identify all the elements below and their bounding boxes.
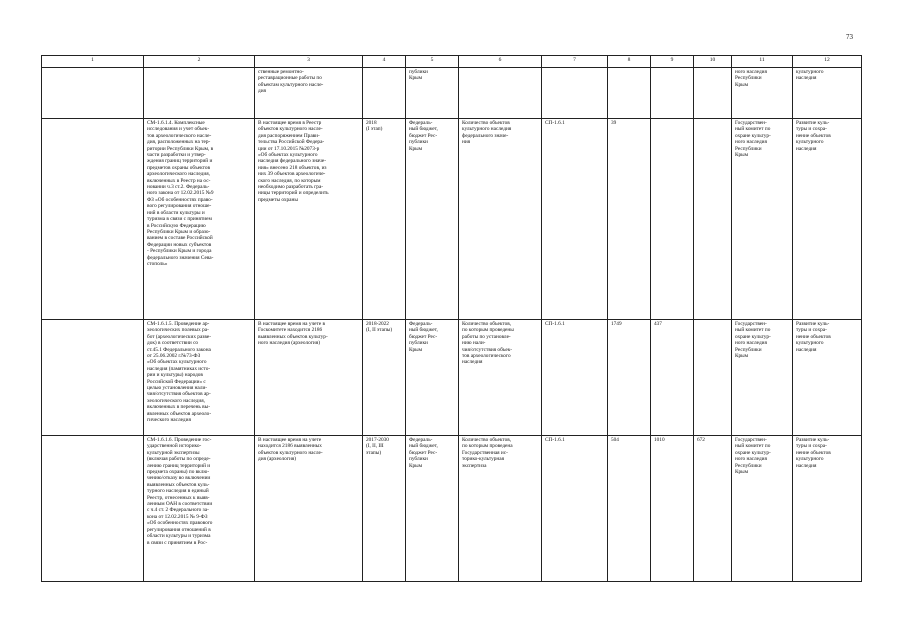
cell-code — [542, 68, 608, 119]
cell-result: Развитие куль- туры и сохра- нение объектов культурного наследия — [793, 320, 862, 436]
header-cell: 6 — [459, 56, 542, 68]
header-cell: 5 — [406, 56, 459, 68]
table-row — [42, 436, 862, 582]
cell-executor: Государствен- ный комитет по охране культур- ного наследия Республики Крым — [732, 119, 793, 320]
cell-value-9: 437 — [651, 320, 694, 436]
table-row — [42, 68, 862, 119]
cell-value-10: 672 — [694, 436, 732, 582]
cell-col1 — [42, 68, 144, 119]
cell-value-10 — [694, 119, 732, 320]
cell-indicator — [459, 68, 542, 119]
table-row — [42, 320, 862, 436]
cell-indicator: Количество объектов, по которым проведена Государственная ис- торико-культурная экспертиза — [459, 436, 542, 582]
page-number: 73 — [846, 33, 853, 41]
header-cell: 10 — [694, 56, 732, 68]
cell-executor: ного наследия Республики Крым — [732, 68, 793, 119]
cell-funding: Федераль- ный бюджет, бюджет Рес- публики Крым — [406, 320, 459, 436]
cell-period — [363, 68, 406, 119]
cell-value-9: 1010 — [651, 436, 694, 582]
cell-value-10 — [694, 68, 732, 119]
table-header-row — [42, 56, 862, 68]
cell-col1 — [42, 119, 144, 320]
cell-value-8: 39 — [608, 119, 651, 320]
cell-period: 2017-2030 (I, II, III этапы) — [363, 436, 406, 582]
cell-measure: СМ-1.6.1.5. Проведение ар- хеологических полевых ра- бот (археологических разве- док) в соответствии со ст.45.1 Федерального закона от 25.06.2002 г.№73-ФЗ «Об объектах культурного наследия (памятниках исто- рии и культуры) народов Российской Федерации» с целью установления нали- чия/отсутствия объектов ар- хеологического наследия, включенных в перечень вы- явленных объектов археоло- гического наследия — [144, 320, 255, 436]
header-cell: 3 — [255, 56, 363, 68]
cell-code: СП-1.6.1 — [542, 320, 608, 436]
cell-code: СП-1.6.1 — [542, 436, 608, 582]
cell-col1 — [42, 436, 144, 582]
header-cell: 8 — [608, 56, 651, 68]
cell-indicator: Количество объектов, по которым проведены работы по установле- нию нали- чия/отсутствия объек- тов археологического наследия — [459, 320, 542, 436]
header-cell: 7 — [542, 56, 608, 68]
cell-code: СП-1.6.1 — [542, 119, 608, 320]
cell-funding: публики Крым — [406, 68, 459, 119]
cell-value-8: 504 — [608, 436, 651, 582]
cell-value-8 — [608, 68, 651, 119]
cell-executor: Государствен- ный комитет по охране культур- ного наследия Республики Крым — [732, 320, 793, 436]
table-row — [42, 119, 862, 320]
cell-period: 2018 (I этап) — [363, 119, 406, 320]
header-cell: 1 — [42, 56, 144, 68]
cell-result: Развитие куль- туры и сохра- нение объектов культурного наследия — [793, 436, 862, 582]
cell-indicator: Количество объектов культурного наследия федерального значе- ния — [459, 119, 542, 320]
cell-value-9 — [651, 68, 694, 119]
cell-result: Развитие куль- туры и сохра- нение объектов культурного наследия — [793, 119, 862, 320]
cell-funding: Федераль- ный бюджет, бюджет Рес- публики Крым — [406, 119, 459, 320]
cell-rationale: В настоящее время на учете в Госкомитете находится 2186 выявленных объектов культур- ного наследия (археология) — [255, 320, 363, 436]
cell-value-10 — [694, 320, 732, 436]
cell-value-9 — [651, 119, 694, 320]
header-cell: 4 — [363, 56, 406, 68]
cell-rationale: В настоящее время в Реестр объектов культурного насле- дия распоряжением Прави- тельства Российской Федера- ции от 17.10.2015 №2073-р «Об объектах культурного наследия федерального значе- ния» внесено 218 объектов, из них 39 объектов археологиче- ского наследия, по которым необходимо разработать гра- ницы территорий и определить предметы охраны — [255, 119, 363, 320]
cell-measure: СМ-1.6.1.4. Комплексные исследования и учет объек- тов археологического насле- дия, расположенных на тер- ритории Республики Крым, в части разработки и утвер- ждения границ территорий и предметов охраны объектов археологического наследия, включенных в Реестр на ос- новании ч.3 ст.2. Федераль- ного закона от 12.02.2015 №9 ФЗ «Об особенностях право- вого регулирования отноше- ний в области культуры и туризма в связи с принятием в Российскую Федерацию Республики Крым и образо- ванием в составе Российской Федерации новых субъектов - Республики Крым и города федерального значения Сева- стополь» — [144, 119, 255, 320]
cell-col1 — [42, 320, 144, 436]
cell-funding: Федераль- ный бюджет, бюджет Рес- публики Крым — [406, 436, 459, 582]
header-cell: 2 — [144, 56, 255, 68]
cell-measure: СМ-1.6.1.6. Проведение гос- ударственной историко- культурной экспертизы (включая работы по опреде- лению границ территорий и предмета охраны) по вклю- чению/отказу во включении выявленных объектов куль- турного наследия в единый Реестр, отнесенных к выяв- ленным ОАН в соответствии с ч.4 ст. 2 Федерального за- кона от 12.02.2015 № 9-ФЗ «Об особенностях правового регулирования отношений в области культуры и туризма в связи с принятием в Рос- — [144, 436, 255, 582]
header-cell: 9 — [651, 56, 694, 68]
cell-measure — [144, 68, 255, 119]
cell-result: культурного наследия — [793, 68, 862, 119]
program-measures-table — [41, 55, 862, 582]
cell-value-8: 1749 — [608, 320, 651, 436]
cell-executor: Государствен- ный комитет по охране культур- ного наследия Республики Крым — [732, 436, 793, 582]
header-cell: 12 — [793, 56, 862, 68]
cell-rationale: ственные ремонтно- реставрационные работы по объектам культурного насле- дия — [255, 68, 363, 119]
cell-period: 2018-2022 (I, II этапы) — [363, 320, 406, 436]
cell-rationale: В настоящее время на учете находится 2186 выявленных объектов культурного насле- дия (археология) — [255, 436, 363, 582]
header-cell: 11 — [732, 56, 793, 68]
